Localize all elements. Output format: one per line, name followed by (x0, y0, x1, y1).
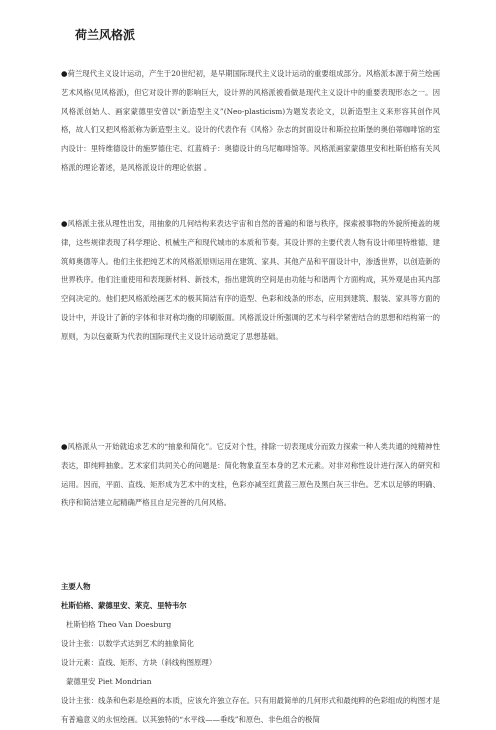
bullet-icon: ● (61, 219, 68, 228)
paragraph-text: 风格派从一开始就追求艺术的“抽象和简化”。它反对个性，排除一切表现成分而致力探索一种人类共通的纯精神性表达，即纯粹抽象。艺术家们共同关心的问题是：简化物象直至本身的艺术元素。对非对称性设计进行深入的研究和运用。因而，平面、直线、矩形成为艺术中的支柱，色彩亦减至红黄蓝三原色及黑白灰三非色。艺术以足够的明确、秩序和简洁建立起精确严格且自足完善的几何风格。 (61, 442, 441, 508)
bullet-icon: ● (61, 69, 68, 78)
paragraph-1 (61, 65, 440, 178)
paragraph-text: 荷兰现代主义设计运动，产生于20世纪初，是早期国际现代主义设计运动的重要组成部分。风格派本源于荷兰绘画艺术风格(见风格派)，但它对设计界的影响巨大，设计界的风格派被看做是现代主义设计中的重要表现形态之一。因风格派创始人、画家蒙德里安曾以“新造型主义”(Neo-plasticism)为题发表论文，以新造型主义来形容其创作风格，故人们又把风格派称为新造型主义。设计的代表作有《风格》杂志的封面设计和斯拉拉斯堡的奥伯蒂咖啡馆的室内设计：里特维德设计的施罗德住宅、红蓝椅子：奥德设计的乌尼咖啡馆等。风格派画家蒙德里安和杜斯伯格有关风格派的理论著述，是风格派设计的理论依据 。 (61, 69, 440, 172)
page-title: 荷兰风格派 (75, 28, 136, 42)
section-heading-main-people: 主要人物 (61, 582, 91, 591)
paragraph-text: 风格派主张从理性出发，用抽象的几何结构来表达宇宙和自然的普遍的和谐与秩序，探索被事物的外貌所掩盖的规律，这些规律表现了科学理论、机械生产和现代城市的本质和节奏。其设计界的主要代表人物有设计师里特维德、建筑师奥德等人。他们主张把纯艺术的风格派原则运用在建筑、家具、其他产品和平面设计中，渗透世界，以创造新的世界秩序。他们注重使用和表现新材料、新技术，指出建筑的空间是由功能与和谐两个方面构成，其外观是由其内部空间决定的。他们把风格派绘画艺术的极其简洁有序的造型、色彩和线条的形态，应用到建筑、服装、家具等方面的设计中，并设计了新的字体和非对称均衡的印刷版面。风格派设计所强调的艺术与科学紧密结合的思想和结构第一的原则，为以包豪斯为代表的国际现代主义设计运动奠定了思想基础。 (61, 219, 440, 341)
design-principle-doesburg: 设计主张：以数学式达到艺术的抽象简化 (61, 639, 195, 648)
design-principle-mondrian: 设计主张：线条和色彩是绘画的本质，应该允许独立存在。只有用最简单的几何形式和最纯粹的色彩组成的构图才是有普遍意义的永恒绘画。以其独特的“水平线——垂线”和原色、非色组合的极简 (61, 696, 440, 724)
bullet-icon: ● (61, 442, 68, 451)
paragraph-2 (61, 215, 440, 347)
section-heading-people-list: 杜斯伯格、蒙德里安、莱克、里特韦尔 (61, 601, 187, 610)
design-elements-doesburg: 设计元素：直线、矩形、方块（斜线构图原理） (61, 658, 217, 667)
person-name-mondrian: 蒙德里安 Piet Mondrian (66, 677, 152, 686)
person-name-doesburg: 杜斯伯格 Theo Van Doesburg (66, 620, 172, 629)
paragraph-3 (61, 438, 440, 513)
